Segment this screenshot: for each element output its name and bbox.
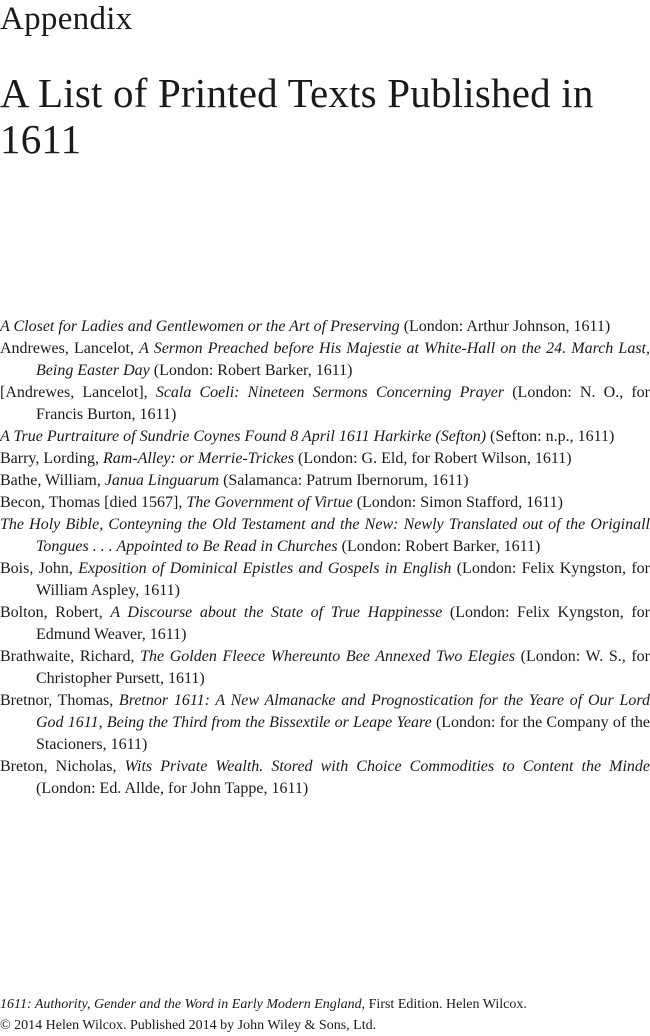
entry-imprint: (London: N. O., for Francis Burton, 1611) [36,384,650,423]
entry-imprint: (Sefton: n.p., 1611) [486,428,615,445]
bibliography-entry [0,338,650,382]
bibliography-entry [0,382,650,426]
page-footer [0,994,650,1036]
entry-imprint: (London: Simon Stafford, 1611) [352,494,563,511]
edition-info: , First Edition. Helen Wilcox. [361,997,527,1012]
entry-title: Ram-Alley: or Merrie-Trickes [102,450,294,467]
copyright-notice: © 2014 Helen Wilcox. Published 2014 by John Wiley & Sons, Ltd. [0,1018,377,1033]
entry-title: Bretnor 1611: A New Almanacke and Prognostication for the Yeare of Our Lord God 1611, Being the Third from the Bissextile or Leape Yeare [36,692,650,731]
entry-imprint: (London: W. S., for Christopher Pursett, 1611) [36,648,650,687]
page-title: A List of Printed Texts Published in 1611 [0,70,594,162]
entry-author: Breton, Nicholas, [0,758,125,775]
entry-imprint: (Salamanca: Patrum Ibernorum, 1611) [219,472,469,489]
appendix-label: Appendix [0,1,133,37]
entry-author: Bolton, Robert, [0,604,111,621]
bibliography-list [0,316,650,800]
entry-author: Bathe, William, [0,472,105,489]
entry-imprint: (London: Robert Barker, 1611) [337,538,541,555]
entry-imprint: (London: Ed. Allde, for John Tappe, 1611) [36,780,309,797]
entry-title: Wits Private Wealth. Stored with Choice Commodities to Content the Minde [124,758,650,775]
bibliography-entry [0,756,650,800]
entry-title: The Holy Bible, Conteyning the Old Testament and the New: Newly Translated out of the Originall Tongues . . . Appointed to Be Read in Churches [0,516,650,555]
entry-author: Andrewes, Lancelot, [0,340,140,357]
entry-title: The Government of Virtue [186,494,353,511]
entry-imprint: (London: Felix Kyngston, for William Aspley, 1611) [36,560,650,599]
bibliography-entry [0,646,650,690]
bibliography-entry [0,448,650,470]
book-title: 1611: Authority, Gender and the Word in Early Modern England [0,997,362,1012]
entry-imprint: (London: Robert Barker, 1611) [149,362,353,379]
entry-title: Exposition of Dominical Epistles and Gospels in English [78,560,452,577]
entry-author: Bois, John, [0,560,79,577]
entry-imprint: (London: for the Company of the Stacioners, 1611) [36,714,650,753]
book-citation [0,994,650,1015]
bibliography-entry [0,558,650,602]
entry-title: Janua Linguarum [104,472,220,489]
entry-author: Brathwaite, Richard, [0,648,141,665]
entry-imprint: (London: G. Eld, for Robert Wilson, 1611) [294,450,572,467]
entry-title: A Closet for Ladies and Gentlewomen or the Art of Preserving [0,318,400,335]
bibliography-entry [0,316,650,338]
bibliography-entry [0,602,650,646]
bibliography-entry [0,514,650,558]
entry-imprint: (London: Arthur Johnson, 1611) [399,318,611,335]
entry-title: A True Purtraiture of Sundrie Coynes Found 8 April 1611 Harkirke (Sefton) [0,428,487,445]
entry-title: The Golden Fleece Whereunto Bee Annexed Two Elegies [140,648,516,665]
bibliography-entry [0,470,650,492]
entry-author: Barry, Lording, [0,450,103,467]
entry-author: Bretnor, Thomas, [0,692,119,709]
entry-imprint: (London: Felix Kyngston, for Edmund Weaver, 1611) [36,604,650,643]
entry-title: A Sermon Preached before His Majestie at White-Hall on the 24. March Last, Being Easter Day [36,340,650,379]
entry-author: [Andrewes, Lancelot], [0,384,156,401]
entry-title: A Discourse about the State of True Happinesse [110,604,443,621]
bibliography-entry [0,690,650,756]
entry-title: Scala Coeli: Nineteen Sermons Concerning Prayer [155,384,505,401]
entry-author: Becon, Thomas [died 1567], [0,494,187,511]
bibliography-entry [0,426,650,448]
bibliography-entry [0,492,650,514]
